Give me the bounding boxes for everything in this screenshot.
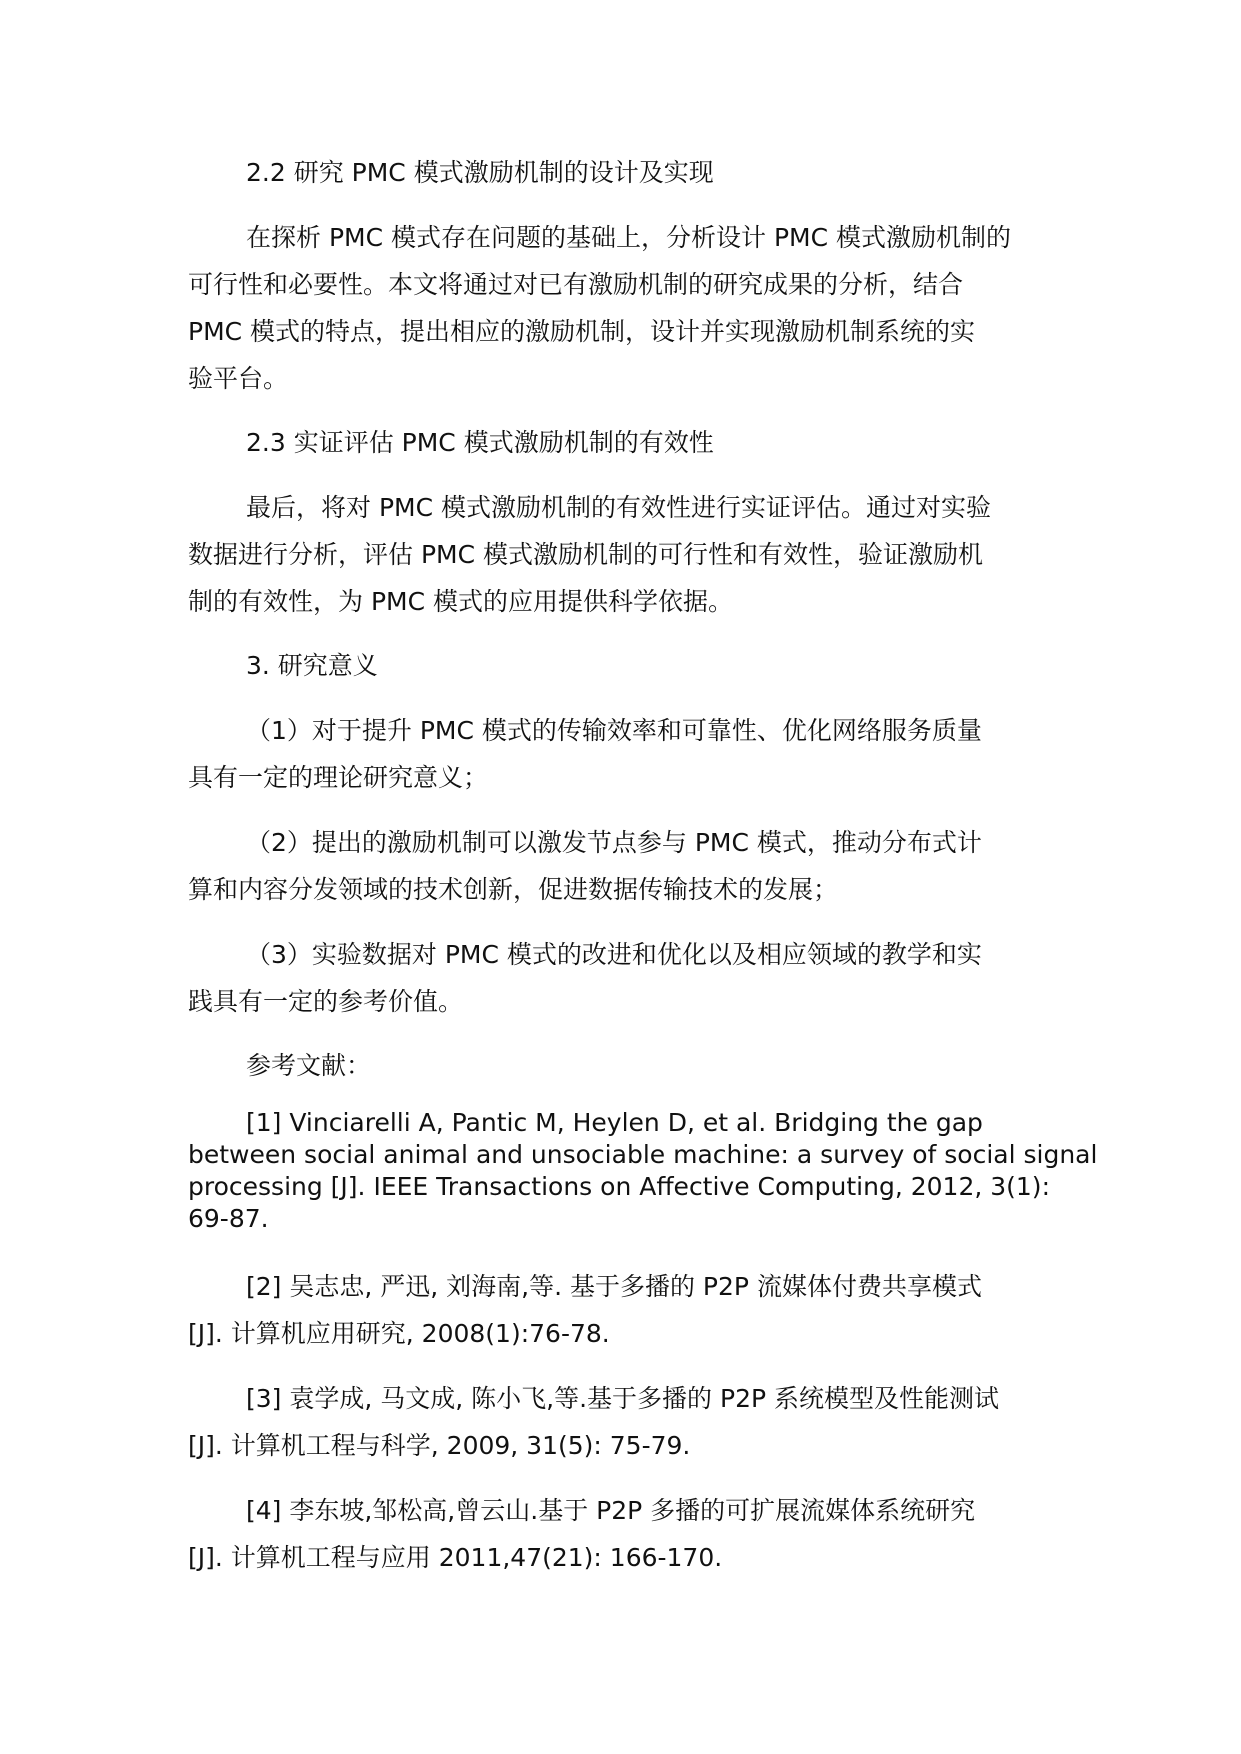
- paragraph-line: 最后，将对 PMC 模式激励机制的有效性进行实证评估。通过对实验: [246, 493, 991, 522]
- reference-line: [4] 李东坡,邹松高,曾云山.基于 P2P 多播的可扩展流媒体系统研究: [246, 1496, 976, 1525]
- paragraph-line: （2）提出的激励机制可以激发节点参与 PMC 模式，推动分布式计: [246, 828, 982, 857]
- document-page: [188, 150, 1098, 1599]
- significance-item-2: [188, 819, 1068, 913]
- reference-item-2: [188, 1263, 1068, 1357]
- reference-line: processing [J]. IEEE Transactions on Affective Computing, 2012, 3(1):: [188, 1172, 1050, 1201]
- section-paragraph-2-2: [188, 214, 1068, 402]
- paragraph-line: （3）实验数据对 PMC 模式的改进和优化以及相应领域的教学和实: [246, 940, 982, 969]
- section-heading-3: 3. 研究意义: [246, 651, 378, 680]
- paragraph-line: 制的有效性，为 PMC 模式的应用提供科学依据。: [188, 587, 733, 616]
- section-paragraph-2-3: [188, 484, 1068, 625]
- paragraph-line: 验平台。: [188, 364, 289, 393]
- paragraph-line: 践具有一定的参考价值。: [188, 987, 464, 1016]
- paragraph-line: 可行性和必要性。本文将通过对已有激励机制的研究成果的分析，结合: [188, 270, 964, 299]
- reference-item-4: [188, 1487, 1068, 1581]
- references-heading: 参考文献：: [246, 1051, 372, 1080]
- reference-line: [2] 吴志忠, 严迅, 刘海南,等. 基于多播的 P2P 流媒体付费共享模式: [246, 1272, 982, 1301]
- paragraph-line: 具有一定的理论研究意义；: [188, 763, 489, 792]
- reference-item-1: [188, 1107, 1098, 1235]
- reference-line: [J]. 计算机工程与科学, 2009, 31(5): 75-79.: [188, 1431, 691, 1460]
- reference-line: between social animal and unsociable machine: a survey of social signal: [188, 1140, 1098, 1169]
- reference-line: [1] Vinciarelli A, Pantic M, Heylen D, et al. Bridging the gap: [246, 1108, 983, 1137]
- significance-item-1: [188, 707, 1068, 801]
- section-heading-2-3: 2.3 实证评估 PMC 模式激励机制的有效性: [246, 428, 714, 457]
- reference-line: 69-87.: [188, 1204, 269, 1233]
- reference-item-3: [188, 1375, 1068, 1469]
- paragraph-line: 在探析 PMC 模式存在问题的基础上，分析设计 PMC 模式激励机制的: [246, 223, 1011, 252]
- significance-item-3: [188, 931, 1068, 1025]
- section-heading-2-2: 2.2 研究 PMC 模式激励机制的设计及实现: [246, 158, 714, 187]
- paragraph-line: 算和内容分发领域的技术创新，促进数据传输技术的发展；: [188, 875, 839, 904]
- paragraph-line: 数据进行分析，评估 PMC 模式激励机制的可行性和有效性，验证激励机: [188, 540, 983, 569]
- reference-line: [J]. 计算机应用研究, 2008(1):76-78.: [188, 1319, 610, 1348]
- reference-line: [J]. 计算机工程与应用 2011,47(21): 166-170.: [188, 1543, 723, 1572]
- paragraph-line: （1）对于提升 PMC 模式的传输效率和可靠性、优化网络服务质量: [246, 716, 982, 745]
- reference-line: [3] 袁学成, 马文成, 陈小飞,等.基于多播的 P2P 系统模型及性能测试: [246, 1384, 999, 1413]
- paragraph-line: PMC 模式的特点，提出相应的激励机制，设计并实现激励机制系统的实: [188, 317, 976, 346]
